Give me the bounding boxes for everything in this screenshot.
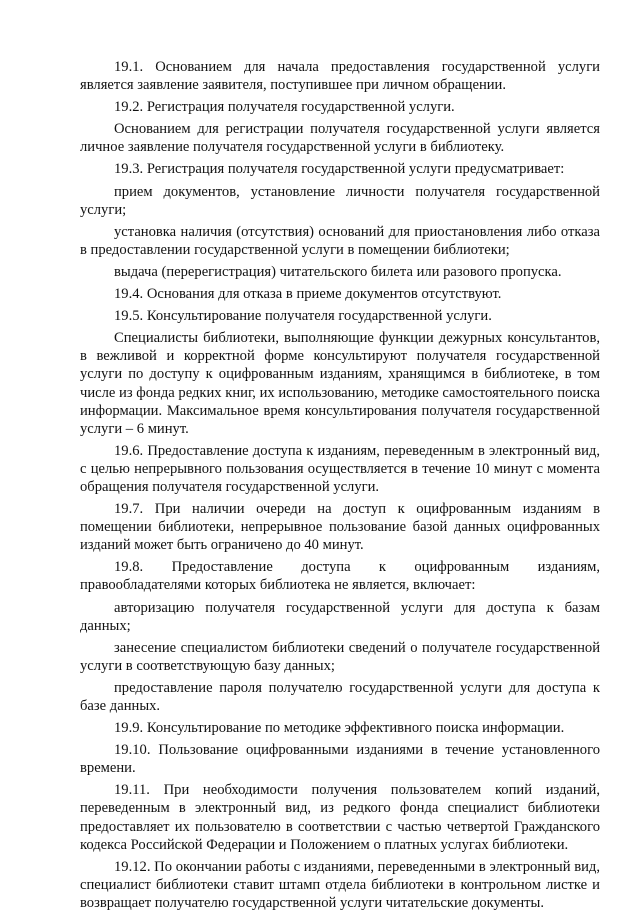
paragraph-19-2: 19.2. Регистрация получателя государственной услуги.	[114, 99, 455, 116]
paragraph-19-9: 19.9. Консультирование по методике эффективного поиска информации.	[114, 720, 565, 737]
list-item-grounds-check: установка наличия (отсутствия) оснований для приостановления либо отказа в предоставлении государственной услуги в помещении библиотеки;	[80, 223, 600, 258]
list-item-authorization: авторизацию получателя государственной услуги для доступа к базам данных;	[80, 599, 600, 634]
paragraph-19-10: 19.10. Пользование оцифрованными изданиями в течение установленного времени.	[80, 742, 600, 777]
paragraph-19-5: 19.5. Консультирование получателя государственной услуги.	[114, 308, 492, 325]
list-item-database-entry: занесение специалистом библиотеки сведений о получателе государственной услуги в соответствующую базу данных;	[80, 639, 600, 674]
paragraph-registration-basis: Основанием для регистрации получателя государственной услуги является личное заявление получателя государственной услуги в библиотеку.	[80, 121, 600, 156]
paragraph-19-6: 19.6. Предоставление доступа к изданиям, переведенным в электронный вид, с целью непрерывного пользования осуществляется в течение 10 минут с момента обращения получателя государственной услуги.	[80, 442, 600, 495]
document-page	[80, 58, 600, 916]
list-item-password: предоставление пароля получателю государственной услуги для доступа к базе данных.	[80, 679, 600, 714]
paragraph-19-3: 19.3. Регистрация получателя государственной услуги предусматривает:	[114, 161, 565, 178]
paragraph-19-8: 19.8. Предоставление доступа к оцифрованным изданиям, правообладателями которых библиотека не является, включает:	[80, 559, 600, 594]
paragraph-19-12: 19.12. По окончании работы с изданиями, переведенными в электронный вид, специалист библиотеки ставит штамп отдела библиотеки в контрольном листке и возвращает получателю государственной услуги читательские документы.	[80, 858, 600, 911]
paragraph-consultants: Специалисты библиотеки, выполняющие функции дежурных консультантов, в вежливой и корректной форме консультируют получателя государственной услуги по доступу к оцифрованным изданиям, хранящимся в библиотеке, в том числе из фонда редких книг, их использованию, методике самостоятельного поиска информации. Максимальное время консультирования получателя государственной услуги – 6 минут.	[80, 330, 600, 437]
paragraph-19-11: 19.11. При необходимости получения пользователем копий изданий, переведенным в электронный вид, из редкого фонда специалист библиотеки предоставляет их пользователю в соответствии с частью четвертой Гражданского кодекса Российской Федерации и Положением о платных услугах библиотеки.	[80, 782, 600, 853]
list-item-document-reception: прием документов, установление личности получателя государственной услуги;	[80, 183, 600, 218]
paragraph-19-7: 19.7. При наличии очереди на доступ к оцифрованным изданиям в помещении библиотеки, непрерывное пользование базой данных оцифрованных изданий может быть ограничено до 40 минут.	[80, 501, 600, 554]
paragraph-19-1: 19.1. Основанием для начала предоставления государственной услуги является заявление заявителя, поступившее при личном обращении.	[80, 59, 600, 94]
list-item-ticket-issue: выдача (перерегистрация) читательского билета или разового пропуска.	[114, 263, 562, 280]
paragraph-19-4: 19.4. Основания для отказа в приеме документов отсутствуют.	[114, 286, 502, 303]
